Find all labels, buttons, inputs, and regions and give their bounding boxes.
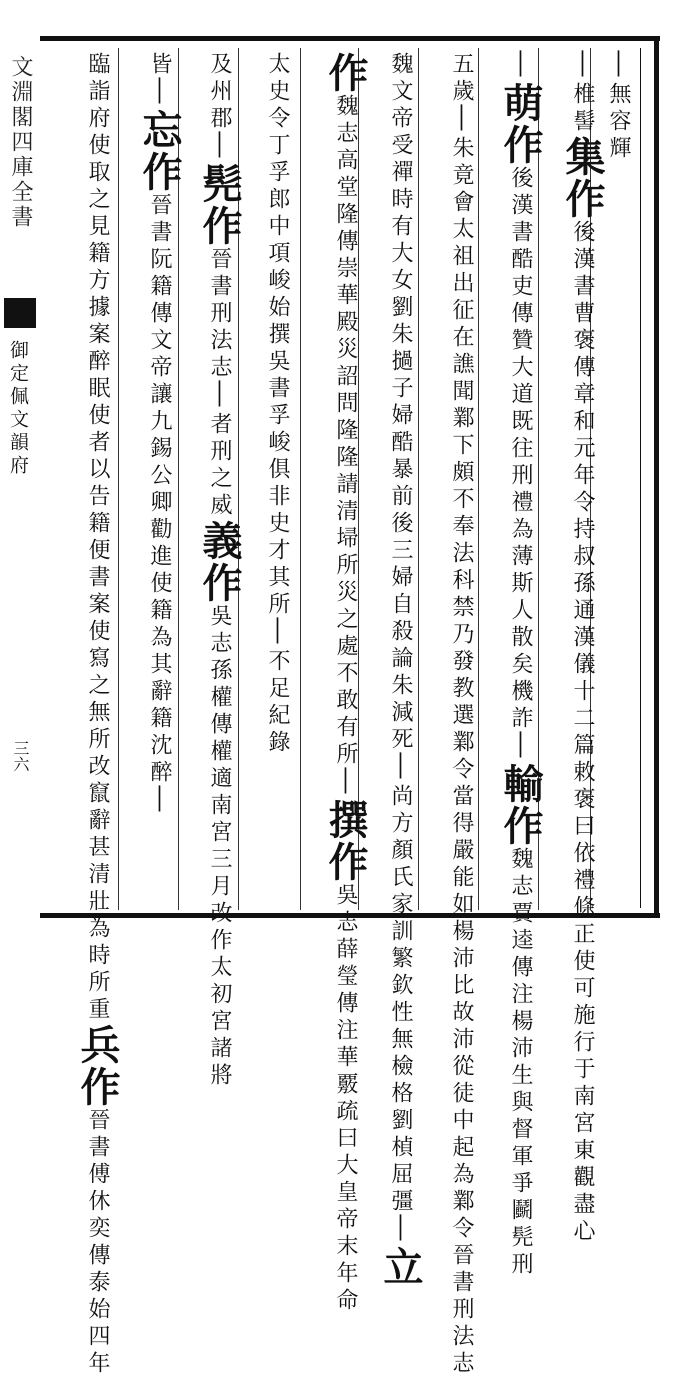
right-inner-rule [640,48,641,908]
text-run: 魏志賈逵傳注楊沛生與督軍爭鬬髡刑 [508,847,533,1279]
text-run: 魏文帝受禪時有大女劉朱撾子婦酷暴前後三婦自殺論朱減死│尚方顏氏家訓繁欽性無檢格劉楨屈彊│ [388,52,413,1246]
text-run: 吳志孫權傳權適南宮三月改作太初宮諸將 [207,604,232,1090]
text-column [136,52,183,817]
headword: 作 [322,52,369,94]
headword: 輸作 [497,763,544,847]
headword: 集作 [559,136,606,220]
text-run: 晉書阮籍傳文帝讓九錫公卿勸進使籍為其辭籍沈醉│ [147,193,172,817]
text-run: 後漢書曹褒傳章和元年令持叔孫通漢儀十二篇敕褒曰依禮條正使可施行于南宮東觀盡心 [570,220,595,1246]
headword: 萌作 [497,82,544,166]
text-run: │椎髻 [570,52,595,136]
text-run: 晉書傅休奕傳泰始四年 [85,1108,110,1378]
text-run: 魏志高堂隆傳崇華殿災詔問隆隆請清埽所災之處不敢有所│ [333,94,358,799]
text-column [377,52,424,1288]
text-run: 太史令丁孚郎中項峻始撰吳書孚峻俱非史才其所│不足紀錄 [265,52,290,757]
text-column [322,52,369,1315]
text-column [74,52,121,1378]
column-rule [478,48,479,910]
text-column [446,52,476,1378]
text-column [497,52,544,1279]
headword: 義作 [196,520,243,604]
margin-book-title: 御定佩文韻府 [7,340,29,478]
text-column [262,52,292,757]
headword: 兵作 [74,1024,121,1108]
column-rule [300,48,301,910]
headword: 忘作 [136,109,183,193]
text-column [559,52,606,1246]
margin-header: 文淵閣四庫全書 [8,55,33,230]
headword: 髡作 [196,163,243,247]
text-run: 五歲│朱竟會太祖出征在譙聞鄴下頗不奉法科禁乃發教選鄴令當得嚴能如楊沛比故沛從徒中起為鄴令晉書刑法志 [449,52,474,1378]
column-rule [118,48,119,910]
right-frame-rule [654,36,659,918]
column-rule [418,48,419,910]
text-run: 及州郡│ [207,52,232,163]
text-run: 皆│ [147,52,172,109]
text-column [196,52,243,1090]
text-run: 晉書刑法志│者刑之威 [207,247,232,520]
headword: 立 [377,1246,424,1288]
headword: 撰作 [322,799,369,883]
page-number: 三六 [11,740,30,772]
text-run: │無容輝 [606,52,631,163]
text-column [603,52,633,163]
text-run: │ [508,52,533,82]
text-run: 吳志薛瑩傳注華覈疏曰大皇帝末年命 [333,883,358,1315]
top-frame-rule [40,36,660,41]
text-run: 臨詣府使取之見籍方據案醉眠使者以告籍便書案使寫之無所改竄辭甚清壯為時所重 [85,52,110,1024]
text-run: 後漢書酷吏傳贊大道既往刑禮為薄斯人散矣機詐│ [508,166,533,763]
margin-block-mark [4,298,36,328]
